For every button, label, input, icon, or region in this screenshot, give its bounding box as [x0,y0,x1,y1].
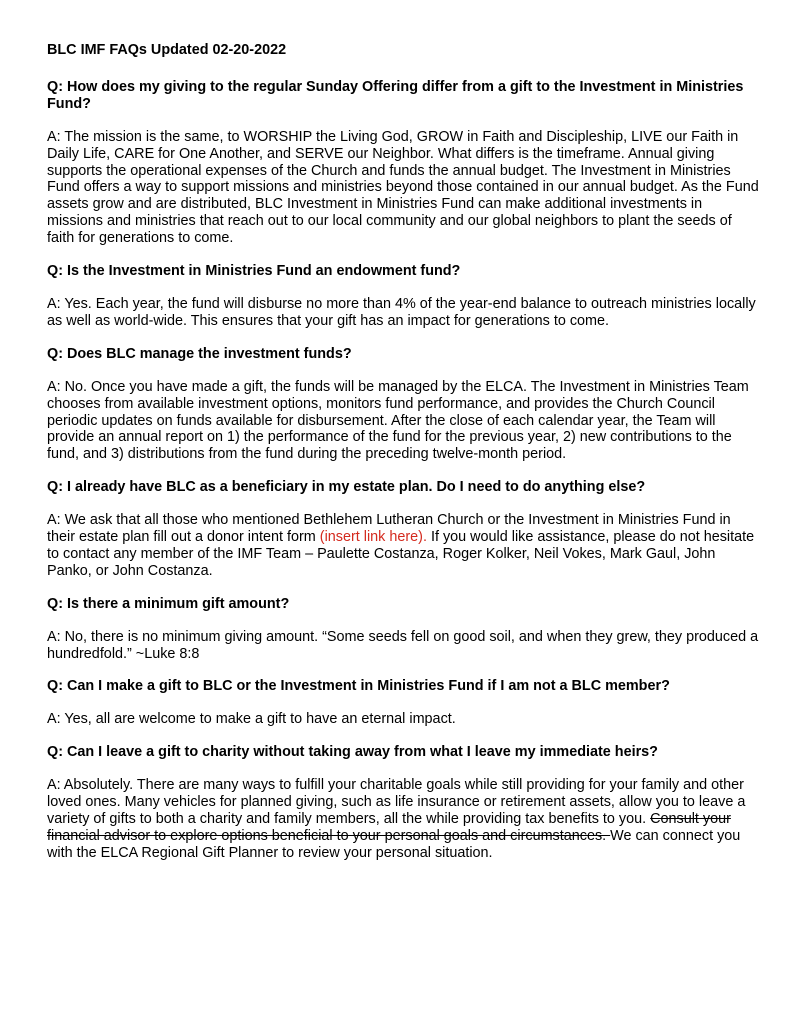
insert-link-placeholder: (insert link here). [319,529,427,546]
faq-question: Q: How does my giving to the regular Sunday Offering differ from a gift to the Investment in Ministries Fund? [47,78,744,112]
answer-text: A: Absolutely. There are many ways to fulfill your charitable goals while still providing for your family and other loved ones. Many vehicles for planned giving, such as life insurance or retirement assets, allow you to leave a variety of gifts to both a charity and family members, all the while providing tax benefits to you. [47,777,746,827]
faq-document [47,42,759,878]
faq-question: Q: Can I leave a gift to charity without taking away from what I leave my immediate heirs? [47,744,658,761]
faq-question: Q: Does BLC manage the investment funds? [47,345,352,362]
faq-item [47,479,759,580]
faq-item [47,744,759,861]
faq-item [47,346,759,463]
answer-text: A: We ask that all those who mentioned Bethlehem Lutheran Church or the Investment in Ministries Fund in their estate plan fill out a donor intent form [47,512,731,546]
faq-item [47,678,759,728]
faq-answer [47,512,759,580]
faq-question: Q: Is the Investment in Ministries Fund an endowment fund? [47,263,461,280]
faq-item [47,263,759,330]
faq-question: Q: Is there a minimum gift amount? [47,595,290,612]
faq-question: Q: I already have BLC as a beneficiary in my estate plan. Do I need to do anything else? [47,479,646,496]
faq-answer: A: Yes, all are welcome to make a gift to have an eternal impact. [47,711,456,728]
answer-text: If you would like assistance, please do not hesitate to contact any member of the IMF Team – Paulette Costanza, Roger Kolker, Neil Vokes, Mark Gaul, John Panko, or John Costanza. [47,529,755,579]
faq-answer: A: No, there is no minimum giving amount. “Some seeds fell on good soil, and when they grew, they produced a hundredfold.” ~Luke 8:8 [47,628,759,662]
document-title: BLC IMF FAQs Updated 02-20-2022 [47,42,287,58]
struck-through-text: Consult your financial advisor to explore options beneficial to your personal goals and circumstances. [47,811,731,844]
faq-answer [47,777,759,862]
faq-item [47,596,759,663]
faq-answer: A: Yes. Each year, the fund will disburse no more than 4% of the year-end balance to outreach ministries locally as well as world-wide. This ensures that your gift has an impact for generations to come. [47,295,756,329]
faq-item [47,79,759,247]
faq-question: Q: Can I make a gift to BLC or the Investment in Ministries Fund if I am not a BLC member? [47,678,670,695]
answer-text: We can connect you with the ELCA Regional Gift Planner to review your personal situation. [47,827,741,861]
faq-answer: A: No. Once you have made a gift, the funds will be managed by the ELCA. The Investment in Ministries Team chooses from available investment options, monitors fund performance, and provides the Church Council periodic updates on funds available for disbursement. After the close of each calendar year, the Team will provide an annual report on 1) the performance of the fund for the previous year, 2) new contributions to the fund, and 3) distributions from the fund during the preceding twelve-month period. [47,378,749,463]
faq-answer: A: The mission is the same, to WORSHIP the Living God, GROW in Faith and Discipleship, LIVE our Faith in Daily Life, CARE for One Another, and SERVE our Neighbor. What differs is the timeframe. Annual giving supports the operational expenses of the Church and funds the annual budget. The Investment in Ministries Fund offers a way to support missions and ministries beyond those contained in our annual budget. As the Fund assets grow and are distributed, BLC Investment in Ministries Fund can make additional investments in missions and ministries that reach out to our local community and our global neighbors to plant the seeds of faith for generations to come. [47,128,759,247]
